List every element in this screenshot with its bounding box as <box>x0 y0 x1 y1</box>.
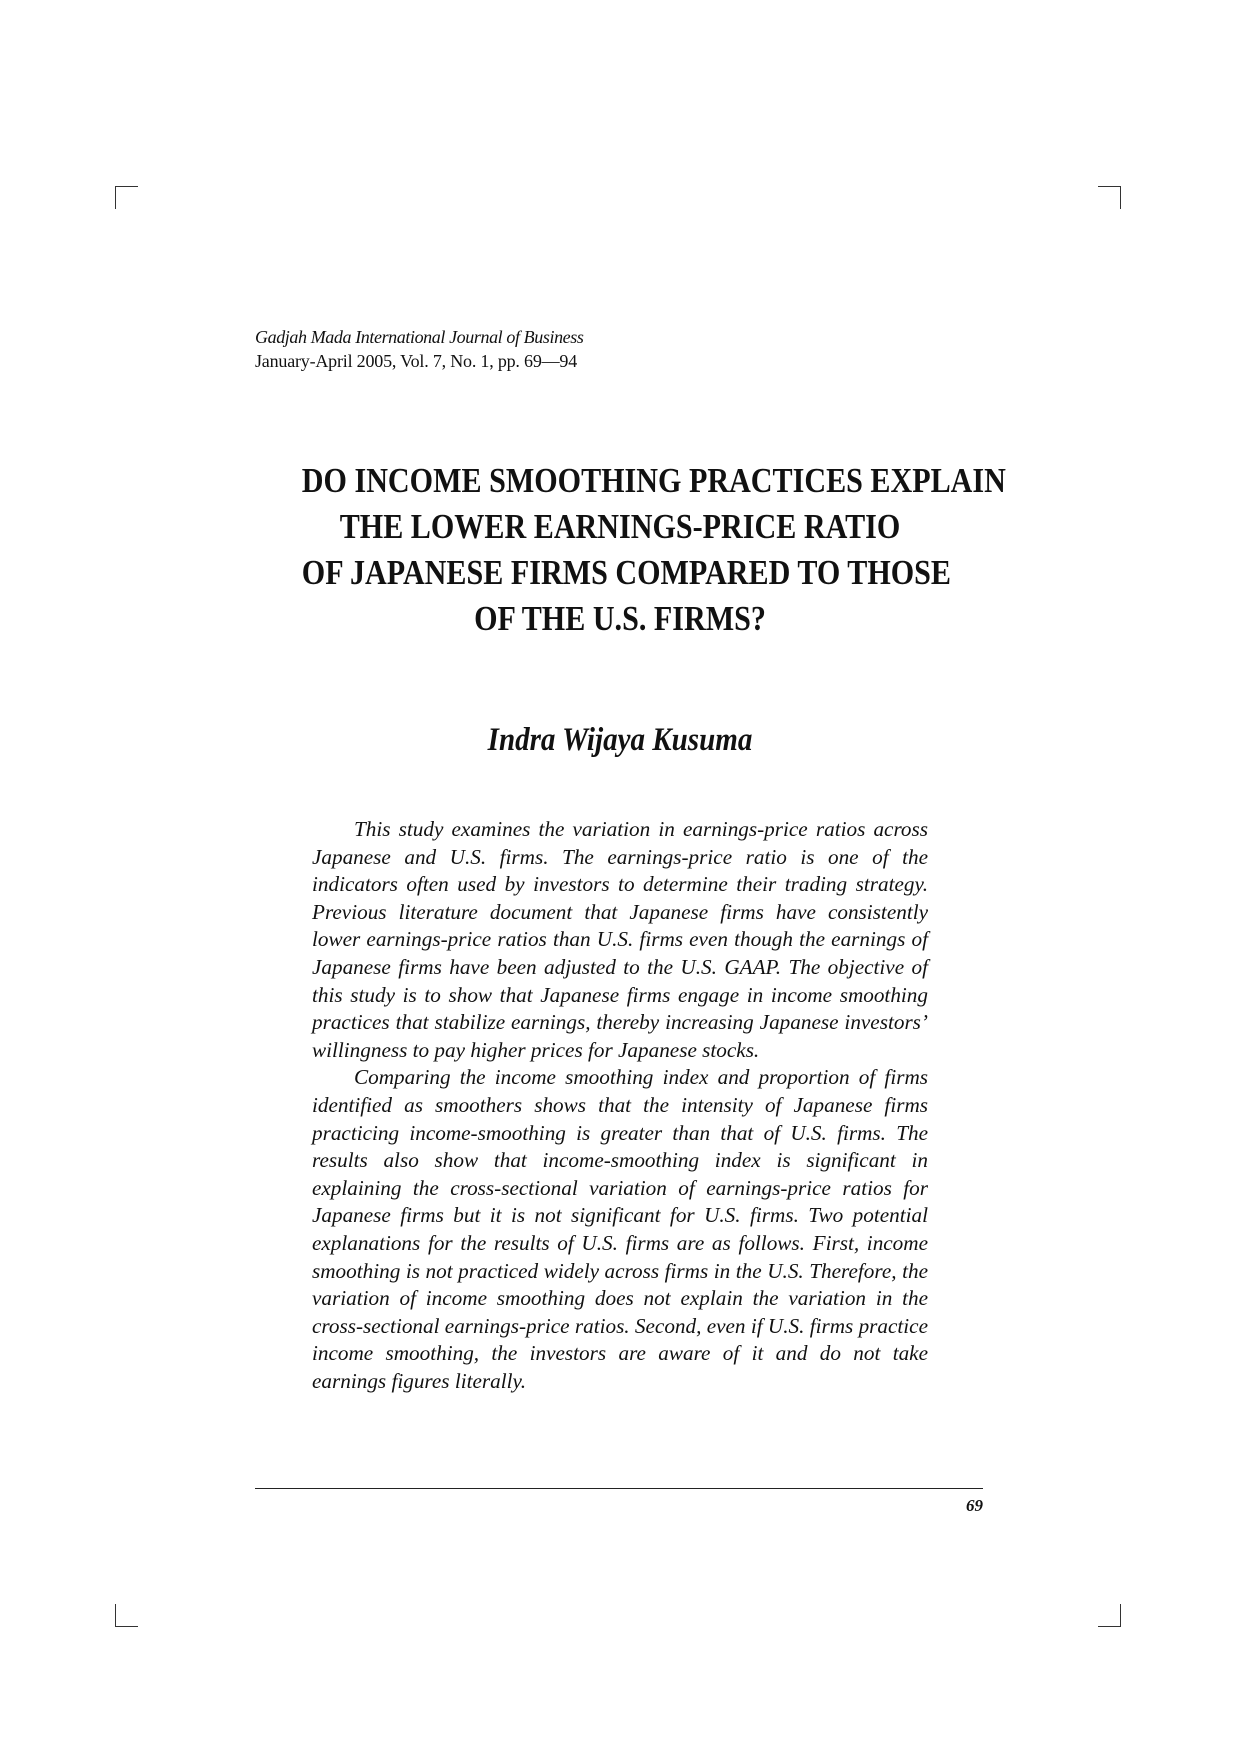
crop-mark-bottom-left <box>115 1604 138 1627</box>
crop-mark-bottom-right <box>1098 1604 1121 1627</box>
crop-mark-top-right <box>1098 186 1121 209</box>
abstract-paragraph: This study examines the variation in earnings-price ratios across Japanese and U.S. firms. The earnings-price ratio is one of the indicators often used by investors to determine their trading strategy. Previous literature document that Japanese firms have consistently lower earnings-price ratios than U.S. firms even though the earnings of Japanese firms have been adjusted to the U.S. GAAP. The objective of this study is to show that Japanese firms engage in income smoothing practices that stabilize earnings, thereby increasing Japanese investors’ willingness to pay higher prices for Japanese stocks. <box>312 817 928 1062</box>
title-line: THE LOWER EARNINGS-PRICE RATIO <box>339 507 901 546</box>
abstract-paragraph: Comparing the income smoothing index and proportion of firms identified as smoothers shows that the intensity of Japanese firms practicing income-smoothing is greater than that of U.S. firms. The results also show that income-smoothing index is significant in explaining the cross-sectional variation of earnings-price ratios for Japanese firms but it is not significant for U.S. firms. Two potential explanations for the results of U.S. firms are as follows. First, income smoothing is not practiced widely across firms in the U.S. Therefore, the variation of income smoothing does not explain the variation in the cross-sectional earnings-price ratios. Second, even if U.S. firms practice income smoothing, the investors are aware of it and do not take earnings figures literally. <box>312 1065 928 1393</box>
abstract <box>312 816 928 1395</box>
page-number: 69 <box>966 1496 983 1515</box>
crop-mark-top-left <box>115 186 138 209</box>
journal-name: Gadjah Mada International Journal of Business <box>255 327 584 347</box>
title-line: DO INCOME SMOOTHING PRACTICES EXPLAIN <box>301 461 1006 500</box>
title-line: OF THE U.S. FIRMS? <box>474 599 766 638</box>
journal-issue: January-April 2005, Vol. 7, No. 1, pp. 69—94 <box>255 351 578 371</box>
author-name: Indra Wijaya Kusuma <box>487 722 753 758</box>
title-line: OF JAPANESE FIRMS COMPARED TO THOSE <box>301 553 951 592</box>
article-title <box>301 458 1006 642</box>
journal-header <box>255 325 583 373</box>
footer-rule <box>255 1488 983 1489</box>
